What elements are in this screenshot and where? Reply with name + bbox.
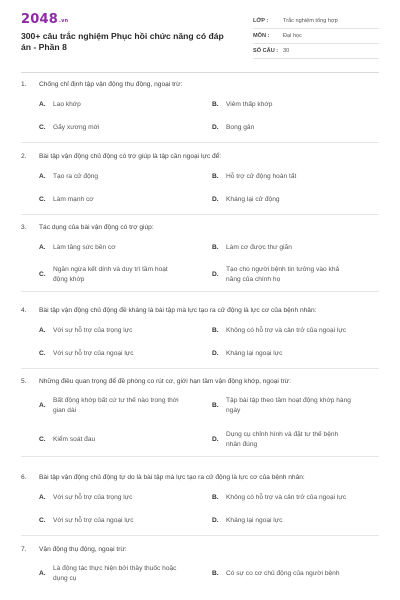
option-letter: D. <box>212 124 219 131</box>
option-letter: A. <box>39 327 46 334</box>
option-letter: A. <box>39 570 46 577</box>
question-separator <box>21 214 379 215</box>
site-logo[interactable] <box>21 12 68 27</box>
question-number: 1. <box>21 81 27 88</box>
option-text: Kháng lại cử động <box>226 196 280 203</box>
answer-option[interactable] <box>212 493 380 503</box>
question-number: 4. <box>21 307 27 314</box>
option-text: Có sự co cơ chủ động của người bệnh <box>226 570 340 577</box>
question-separator <box>21 142 379 143</box>
option-letter: B. <box>212 494 219 501</box>
answer-option[interactable] <box>39 435 207 445</box>
option-text: Dụng cụ chỉnh hình và đặt tư thế bệnh nhân đúng <box>226 431 339 448</box>
question-text <box>21 306 316 315</box>
answer-option[interactable] <box>39 265 207 285</box>
meta-row-subject <box>253 29 379 44</box>
option-letter: A. <box>39 244 46 251</box>
option-text: Tập bài tập theo tầm hoạt động khớp hàng ngày <box>226 397 351 414</box>
answer-option[interactable] <box>39 172 207 182</box>
option-text: Với sự hỗ trợ của trọng lực <box>53 494 133 501</box>
option-text: Kiểm soát đau <box>53 436 96 443</box>
answer-option[interactable] <box>212 569 380 579</box>
option-letter: D. <box>212 436 219 443</box>
option-letter: B. <box>212 570 219 577</box>
option-text: Bất động khớp bất cứ tư thế nào trong thời gian dài <box>53 397 179 414</box>
option-letter: A. <box>39 494 46 501</box>
option-letter: C. <box>39 350 46 357</box>
option-text: Kháng lại ngoại lực <box>226 517 283 524</box>
option-text: Với sự hỗ trợ của trọng lực <box>53 327 133 334</box>
question-body: Những điều quan trọng để đề phòng co rút cơ, giới hạn tầm vận động khớp, ngoại trừ: <box>39 378 292 385</box>
option-letter: C. <box>39 436 46 443</box>
answer-option[interactable] <box>39 123 207 133</box>
answer-option[interactable] <box>39 396 207 416</box>
option-text: Tạo cho người bệnh tin tưởng vào khả năng của chính họ <box>226 266 340 283</box>
logo-suffix: .vn <box>58 18 69 24</box>
option-text: Viêm thấp khớp <box>226 101 273 108</box>
meta-table <box>253 14 379 59</box>
answer-option[interactable] <box>212 265 380 285</box>
question-text <box>21 377 291 386</box>
answer-option[interactable] <box>212 326 380 336</box>
question-text <box>21 473 305 482</box>
option-text: Lao khớp <box>53 101 81 108</box>
question-body: Chống chỉ định tập vận động thụ động, ngoại trừ: <box>39 81 183 88</box>
answer-option[interactable] <box>39 349 207 359</box>
answer-option[interactable] <box>212 349 380 359</box>
answer-option[interactable] <box>39 564 207 584</box>
question-separator <box>21 535 379 536</box>
question-number: 7. <box>21 546 27 553</box>
answer-option[interactable] <box>212 430 380 450</box>
option-letter: C. <box>39 196 46 203</box>
option-text: Tạo ra cử động <box>53 173 99 180</box>
question-text <box>21 223 154 232</box>
option-letter: C. <box>39 124 46 131</box>
option-letter: B. <box>212 402 219 409</box>
option-text: Với sự hỗ trợ của ngoại lực <box>53 350 134 357</box>
meta-label: LỚP : <box>253 18 269 24</box>
meta-row-class <box>253 14 379 29</box>
answer-option[interactable] <box>212 123 380 133</box>
option-letter: D. <box>212 350 219 357</box>
answer-option[interactable] <box>39 516 207 526</box>
option-text: Gãy xương mới <box>53 124 100 131</box>
logo-text: 2048 <box>21 12 58 27</box>
question-body: Bài tập vận động chủ động đề kháng là bài tập mà lực tạo ra cử động là lực cơ của bệnh nhân: <box>39 307 317 314</box>
meta-value: Đại học <box>283 33 302 39</box>
question-number: 3. <box>21 224 27 231</box>
option-letter: B. <box>212 173 219 180</box>
option-letter: D. <box>212 517 219 524</box>
question-separator <box>21 456 379 457</box>
question-number: 6. <box>21 474 27 481</box>
option-text: Không có hỗ trợ và cản trở của ngoại lực <box>226 494 347 501</box>
option-letter: A. <box>39 173 46 180</box>
question-text <box>21 80 182 89</box>
option-letter: B. <box>212 327 219 334</box>
question-body: Bài tập vận động chủ động có trợ giúp là tập cần ngoại lực để: <box>39 153 222 160</box>
meta-label: SỐ CÂU : <box>253 48 279 54</box>
option-text: Bong gân <box>226 124 255 131</box>
option-letter: A. <box>39 402 46 409</box>
page-title: 300+ câu trắc nghiệm Phục hồi chức năng có đáp án - Phần 8 <box>21 31 224 52</box>
question-text <box>21 152 221 161</box>
option-letter: B. <box>212 244 219 251</box>
question-body: Tác dụng của bài vận động có trợ giúp: <box>39 224 154 231</box>
answer-option[interactable] <box>212 396 380 416</box>
meta-value: Trắc nghiệm tổng hợp <box>283 18 338 24</box>
option-letter: D. <box>212 196 219 203</box>
option-text: Không có hỗ trợ và cản trở của ngoại lực <box>226 327 347 334</box>
meta-value: 30 <box>283 48 290 54</box>
answer-option[interactable] <box>212 195 380 205</box>
answer-option[interactable] <box>212 243 380 253</box>
question-body: Vận động thụ động, ngoại trừ: <box>39 546 127 553</box>
answer-option[interactable] <box>212 172 380 182</box>
option-text: Làm tăng sức bền cơ <box>53 244 116 251</box>
header-divider <box>21 72 379 73</box>
answer-option[interactable] <box>212 516 380 526</box>
question-text <box>21 545 127 554</box>
question-separator <box>21 368 379 369</box>
answer-option[interactable] <box>39 243 207 253</box>
answer-option[interactable] <box>39 195 207 205</box>
option-text: Với sự hỗ trợ của ngoại lực <box>53 517 134 524</box>
option-letter: B. <box>212 101 219 108</box>
option-letter: C. <box>39 271 46 278</box>
option-letter: D. <box>212 271 219 278</box>
option-text: Làm mạnh cơ <box>53 196 94 203</box>
answer-option[interactable] <box>212 100 380 110</box>
answer-option[interactable] <box>39 326 207 336</box>
option-text: Làm cơ được thư giãn <box>226 244 292 251</box>
option-text: Là động tác thực hiện bởi thầy thuốc hoặc dụng cụ <box>53 565 177 582</box>
question-body: Bài tập vận động chủ động tự do là bài tập mà lực tạo ra cử động là lực cơ của bệnh nhân: <box>39 474 305 481</box>
option-letter: C. <box>39 517 46 524</box>
answer-option[interactable] <box>39 100 207 110</box>
answer-option[interactable] <box>39 493 207 503</box>
meta-row-count <box>253 44 379 59</box>
question-number: 5. <box>21 378 27 385</box>
question-number: 2. <box>21 153 27 160</box>
option-text: Ngăn ngừa kết dính và duy trì tầm hoạt động khớp <box>53 266 168 283</box>
question-separator <box>21 291 379 292</box>
option-text: Kháng lại ngoại lực <box>226 350 283 357</box>
option-text: Hỗ trợ cử động hoàn tất <box>226 173 297 180</box>
page-header <box>0 0 400 72</box>
meta-label: MÔN : <box>253 33 270 39</box>
option-letter: A. <box>39 101 46 108</box>
